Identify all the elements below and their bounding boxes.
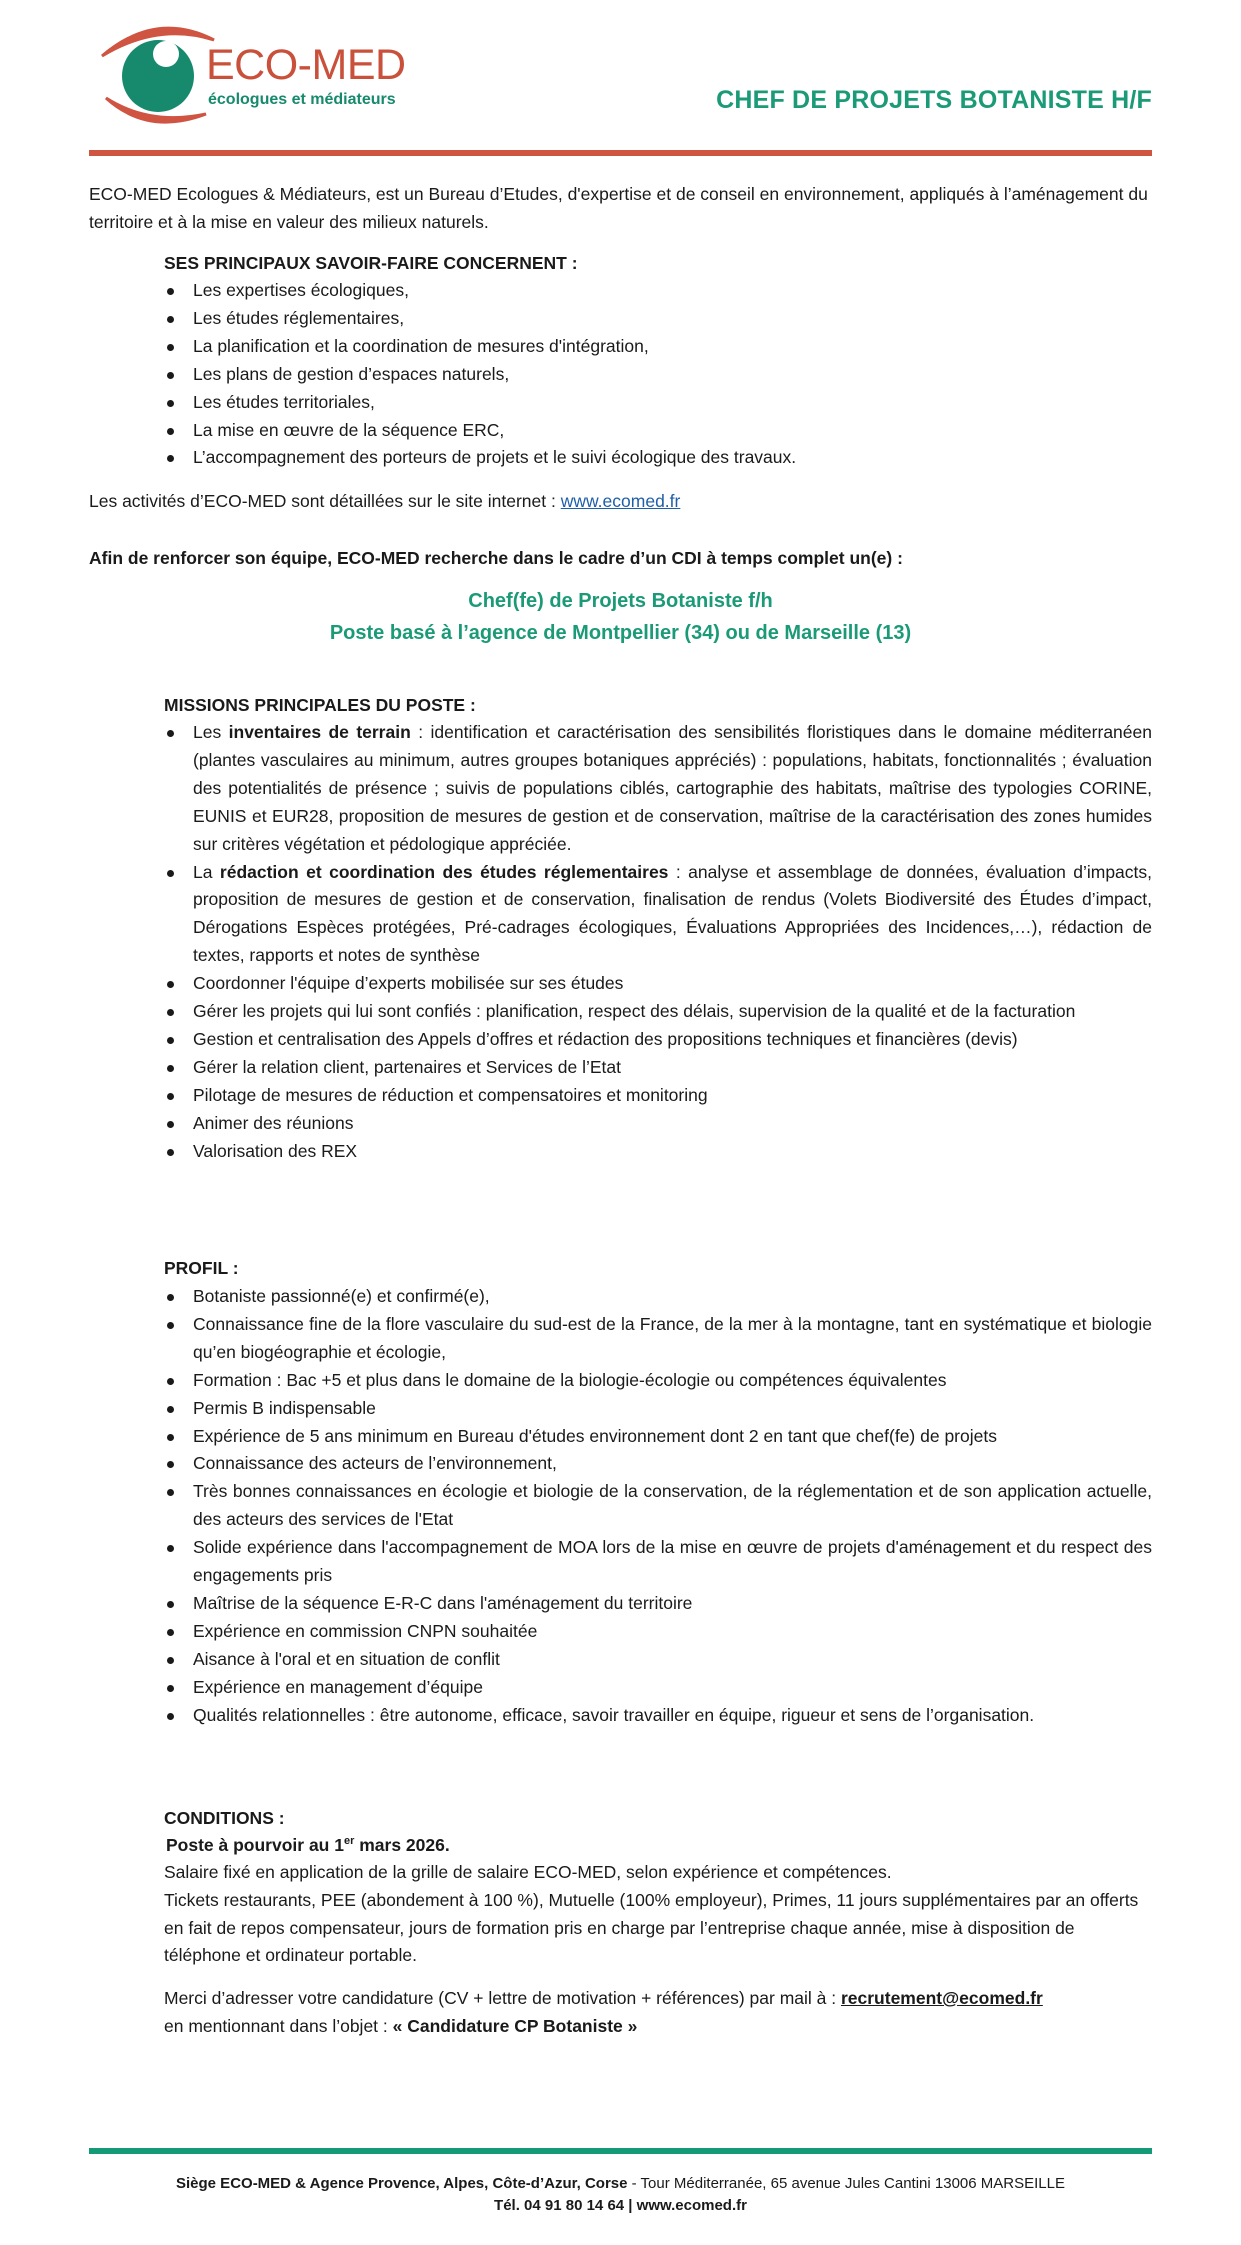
start-date: Poste à pourvoir au 1er mars 2026. (166, 1835, 450, 1855)
list-item: Pilotage de mesures de réduction et compensatoires et monitoring (164, 1082, 1152, 1110)
list-item: Connaissance fine de la flore vasculaire du sud-est de la France, de la mer à la montagne, tant en systématique et biologie qu’en biogéographie et écologie, (164, 1311, 1152, 1367)
list-item: Maîtrise de la séquence E-R-C dans l'aménagement du territoire (164, 1590, 1152, 1618)
email-subject: « Candidature CP Botaniste » (392, 2015, 638, 2036)
missions-heading: MISSIONS PRINCIPALES DU POSTE : (164, 695, 476, 715)
list-item: Botaniste passionné(e) et confirmé(e), (164, 1283, 1152, 1311)
list-item: Formation : Bac +5 et plus dans le domaine de la biologie-écologie ou compétences équivalentes (164, 1367, 1152, 1395)
list-item: Animer des réunions (164, 1110, 1152, 1138)
list-item: Expérience en commission CNPN souhaitée (164, 1618, 1152, 1646)
footer-divider (89, 2148, 1152, 2154)
recruitment-email-link[interactable]: recrutement@ecomed.fr (840, 1988, 1043, 2008)
skills-heading: SES PRINCIPAUX SAVOIR-FAIRE CONCERNENT : (164, 253, 578, 273)
list-item: L’accompagnement des porteurs de projets et le suivi écologique des travaux. (164, 444, 1152, 472)
list-item: Solide expérience dans l'accompagnement de MOA lors de la mise en œuvre de projets d'aménagement et du respect des engagements pris (164, 1534, 1152, 1590)
list-item: La rédaction et coordination des études réglementaires : analyse et assemblage de données, évaluation d’impacts, proposition de mesures de gestion et de conservation, finalisation de rendus (Volets Biodiversité des Études d’impact, Dérogations Espèces protégées, Pré-cadrages écologiques, Évaluations Appropriées des Incidences,…), rédaction de textes, rapports et notes de synthèse (164, 859, 1152, 971)
list-item: Les études réglementaires, (164, 305, 1152, 333)
footer-address: Siège ECO-MED & Agence Provence, Alpes, Côte-d’Azur, Corse - Tour Méditerranée, 65 avenue Jules Cantini 13006 MARSEILLE (176, 2175, 1065, 2192)
list-item: Gestion et centralisation des Appels d’offres et rédaction des propositions techniques et financières (devis) (164, 1026, 1152, 1054)
list-item: Les études territoriales, (164, 389, 1152, 417)
list-item: La planification et la coordination de mesures d'intégration, (164, 333, 1152, 361)
list-item: Aisance à l'oral et en situation de conflit (164, 1646, 1152, 1674)
position-location: Poste basé à l’agence de Montpellier (34) ou de Marseille (13) (329, 622, 912, 644)
profile-list (164, 1283, 1152, 1730)
recruit-line: Afin de renforcer son équipe, ECO-MED recherche dans le cadre d’un CDI à temps complet un(e) : (89, 548, 903, 568)
footer-contact: Tél. 04 91 80 14 64 | www.ecomed.fr (494, 2197, 747, 2214)
list-item: Valorisation des REX (164, 1138, 1152, 1166)
website-link[interactable]: www.ecomed.fr (560, 491, 681, 511)
list-item: Expérience en management d’équipe (164, 1674, 1152, 1702)
salary-text: Salaire fixé en application de la grille de salaire ECO-MED, selon expérience et compétences. (164, 1862, 892, 1882)
list-item: La mise en œuvre de la séquence ERC, (164, 417, 1152, 445)
list-item: Gérer les projets qui lui sont confiés : planification, respect des délais, supervision de la qualité et de la facturation (164, 998, 1152, 1026)
skills-list (164, 277, 1152, 472)
list-item: Gérer la relation client, partenaires et Services de l’Etat (164, 1054, 1152, 1082)
list-item: Coordonner l'équipe d’experts mobilisée sur ses études (164, 970, 1152, 998)
list-item: Expérience de 5 ans minimum en Bureau d'études environnement dont 2 en tant que chef(fe) de projets (164, 1423, 1152, 1451)
header-divider (89, 150, 1152, 156)
list-item: Qualités relationnelles : être autonome, efficace, savoir travailler en équipe, rigueur et sens de l’organisation. (164, 1702, 1152, 1730)
benefits-text: Tickets restaurants, PEE (abondement à 100 %), Mutuelle (100% employeur), Primes, 11 jours supplémentaires par an offerts en fait de repos compensateur, jours de formation pris en charge par l’entreprise chaque année, mise à disposition de téléphone et ordinateur portable. (164, 1890, 1139, 1965)
eco-med-logo (96, 18, 416, 128)
logo-tagline: écologues et médiateurs (208, 91, 396, 108)
website-text: Les activités d’ECO-MED sont détaillées sur le site internet : (89, 491, 561, 511)
list-item: Les plans de gestion d’espaces naturels, (164, 361, 1152, 389)
apply-sentence: Merci d’adresser votre candidature (CV + lettre de motivation + références) par mail à : recrutement@ecomed.fr en mentionnant dans l’objet : « Candidature CP Botaniste » (164, 1988, 1043, 2036)
list-item: Les expertises écologiques, (164, 277, 1152, 305)
list-item: Très bonnes connaissances en écologie et biologie de la conservation, de la réglementation et de son application actuelle, des acteurs des services de l'Etat (164, 1478, 1152, 1534)
list-item: Connaissance des acteurs de l’environnement, (164, 1450, 1152, 1478)
missions-list (164, 719, 1152, 1166)
conditions-heading: CONDITIONS : (164, 1808, 285, 1828)
profile-heading: PROFIL : (164, 1258, 239, 1278)
eye-logo-icon (96, 18, 216, 128)
logo-wordmark: ECO-MED (206, 41, 406, 89)
website-sentence (89, 488, 1152, 516)
position-title: Chef(fe) de Projets Botaniste f/h (468, 590, 773, 612)
list-item: Permis B indispensable (164, 1395, 1152, 1423)
intro-paragraph: ECO-MED Ecologues & Médiateurs, est un Bureau d’Etudes, d'expertise et de conseil en environnement, appliqués à l’aménagement du territoire et à la mise en valeur des milieux naturels. (89, 184, 1148, 232)
page-title: CHEF DE PROJETS BOTANISTE H/F (716, 86, 1152, 114)
list-item: Les inventaires de terrain : identification et caractérisation des sensibilités floristiques dans le domaine méditerranéen (plantes vasculaires au minimum, autres groupes botaniques appréciés) : populations, habitats, fonctionnalités ; évaluation des potentialités de présence ; suivis de populations ciblés, cartographie des habitats, maîtrise des typologies CORINE, EUNIS et EUR28, proposition de mesures de gestion et de conservation, maîtrise de la caractérisation des zones humides sur critères végétation et pédologique appréciée. (164, 719, 1152, 859)
